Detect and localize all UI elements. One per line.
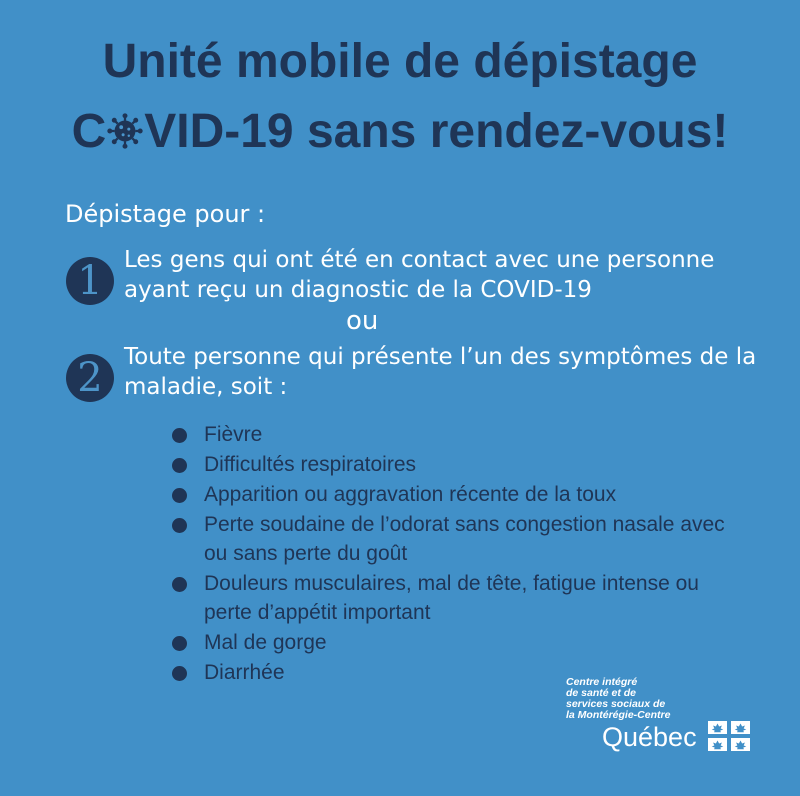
logo-line-2: de santé et de [566,687,637,699]
quebec-wordmark: Québec [602,722,697,752]
title-line-2-prefix: C [71,105,107,158]
symptom-item [170,480,750,509]
symptom-item [170,510,750,568]
logo-line-3: services sociaux de [566,698,666,710]
bullet-dot-icon [172,458,187,473]
logo-text [566,677,766,721]
symptom-item [170,420,750,449]
symptom-text: Difficultés respiratoires [204,453,417,476]
symptom-list [170,420,750,688]
logo-line-4: la Montérégie-Centre [566,709,671,721]
bullet-dot-icon [172,636,187,651]
symptom-item [170,569,750,627]
cisss-logo [566,676,766,752]
quebec-flag-icon [708,721,750,751]
symptom-item [170,628,750,657]
item-text-2: Toute personne qui présente l’un des symptômes de la maladie, soit : [124,344,757,400]
title-line-1: Unité mobile de dépistage [102,35,698,88]
symptom-text: Douleurs musculaires, mal de tête, fatigue intense ou perte d’appétit important [204,572,699,624]
bullet-dot-icon [172,518,187,533]
coronavirus-icon [106,111,144,151]
bullet-dot-icon [172,428,187,443]
quebec-signature [602,721,800,753]
bullet-dot-icon [172,666,187,681]
symptom-text: Mal de gorge [204,631,327,654]
item-text-1: Les gens qui ont été en contact avec une personne ayant reçu un diagnostic de la COVID-19 [124,247,715,303]
bullet-dot-icon [172,488,187,503]
title-line-2-rest: VID-19 sans rendez-vous! [144,105,729,158]
symptom-text: Perte soudaine de l’odorat sans congestion nasale avec ou sans perte du goût [204,513,725,565]
symptom-text: Fièvre [204,423,263,446]
symptom-text: Diarrhée [204,661,285,684]
symptom-text: Apparition ou aggravation récente de la toux [204,483,617,506]
separator-text: ou [346,306,379,336]
title-line-2 [0,104,800,160]
number-badge-1: 1 [66,257,114,305]
symptom-item [170,450,750,479]
number-badge-2: 2 [66,354,114,402]
logo-line-1: Centre intégré [566,676,638,688]
bullet-dot-icon [172,577,187,592]
intro-text: Dépistage pour : [65,200,266,228]
